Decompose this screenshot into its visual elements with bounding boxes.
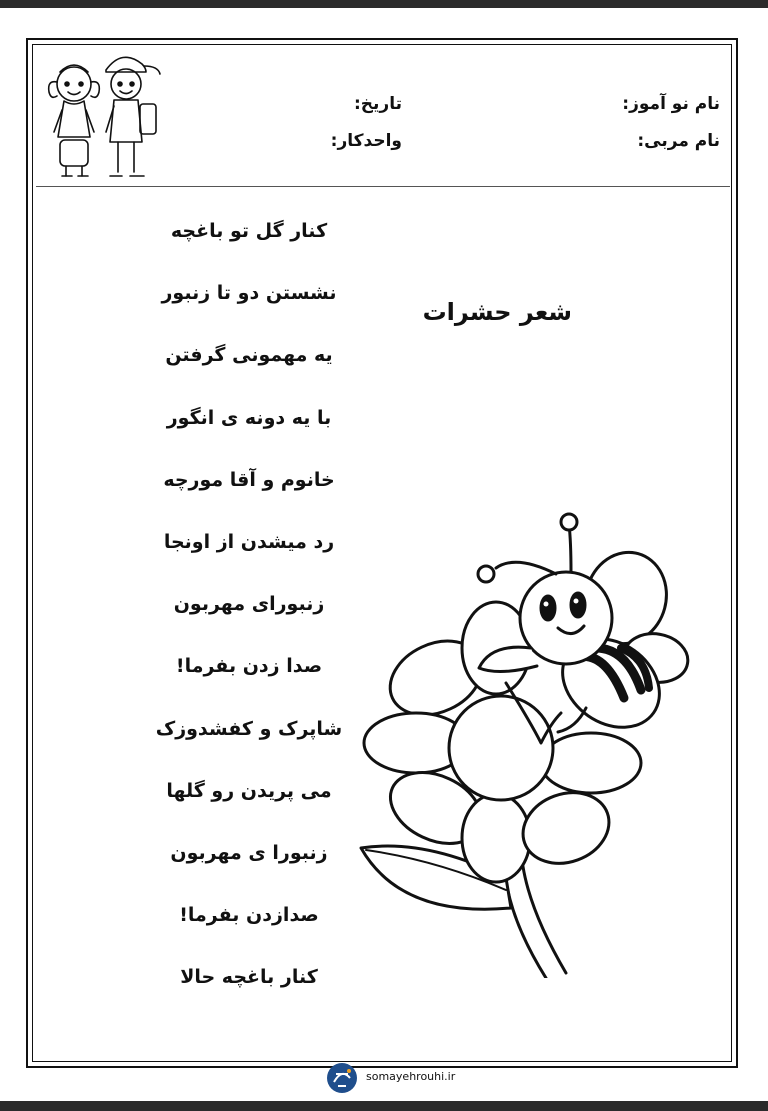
site-logo-icon	[326, 1062, 358, 1094]
kids-illustration-icon	[40, 44, 166, 184]
bee-on-flower-icon	[356, 508, 696, 978]
footer-site-link[interactable]: somayehrouhi.ir	[366, 1070, 456, 1083]
poem-line: زنبورای مهربون	[173, 593, 325, 616]
poem-line: یه مهمونی گرفتن	[165, 344, 333, 367]
header-divider	[36, 186, 730, 187]
poem-line: رد میشدن از اونجا	[163, 530, 335, 553]
top-bar	[0, 0, 768, 8]
poem-text	[154, 208, 344, 1016]
poem-line: صدازدن بفرما!	[179, 904, 319, 927]
poem-line: زنبورا ی مهربون	[170, 841, 328, 864]
poem-line: شاپرک و کفشدوزک	[155, 717, 343, 740]
unit-label: واحدکار:	[330, 131, 402, 151]
poem-line: صدا زدن بفرما!	[175, 655, 323, 678]
footer	[326, 1060, 476, 1098]
poem-line: خانوم و آقا مورچه	[163, 468, 335, 491]
poem-line: نشستن دو تا زنبور	[161, 282, 337, 305]
poem-title: شعر حشرات	[422, 298, 572, 326]
poem-line: کنار گل تو باغچه	[170, 220, 328, 242]
teacher-name-label: نام مربی:	[637, 131, 720, 151]
poem-line: کنار باغچه حالا	[180, 966, 318, 989]
bottom-bar	[0, 1101, 768, 1111]
date-label: تاریخ:	[354, 94, 402, 114]
poem-line: می پریدن رو گلها	[166, 779, 332, 802]
poem-line: با یه دونه ی انگور	[166, 406, 332, 429]
student-name-label: نام نو آموز:	[622, 94, 720, 114]
